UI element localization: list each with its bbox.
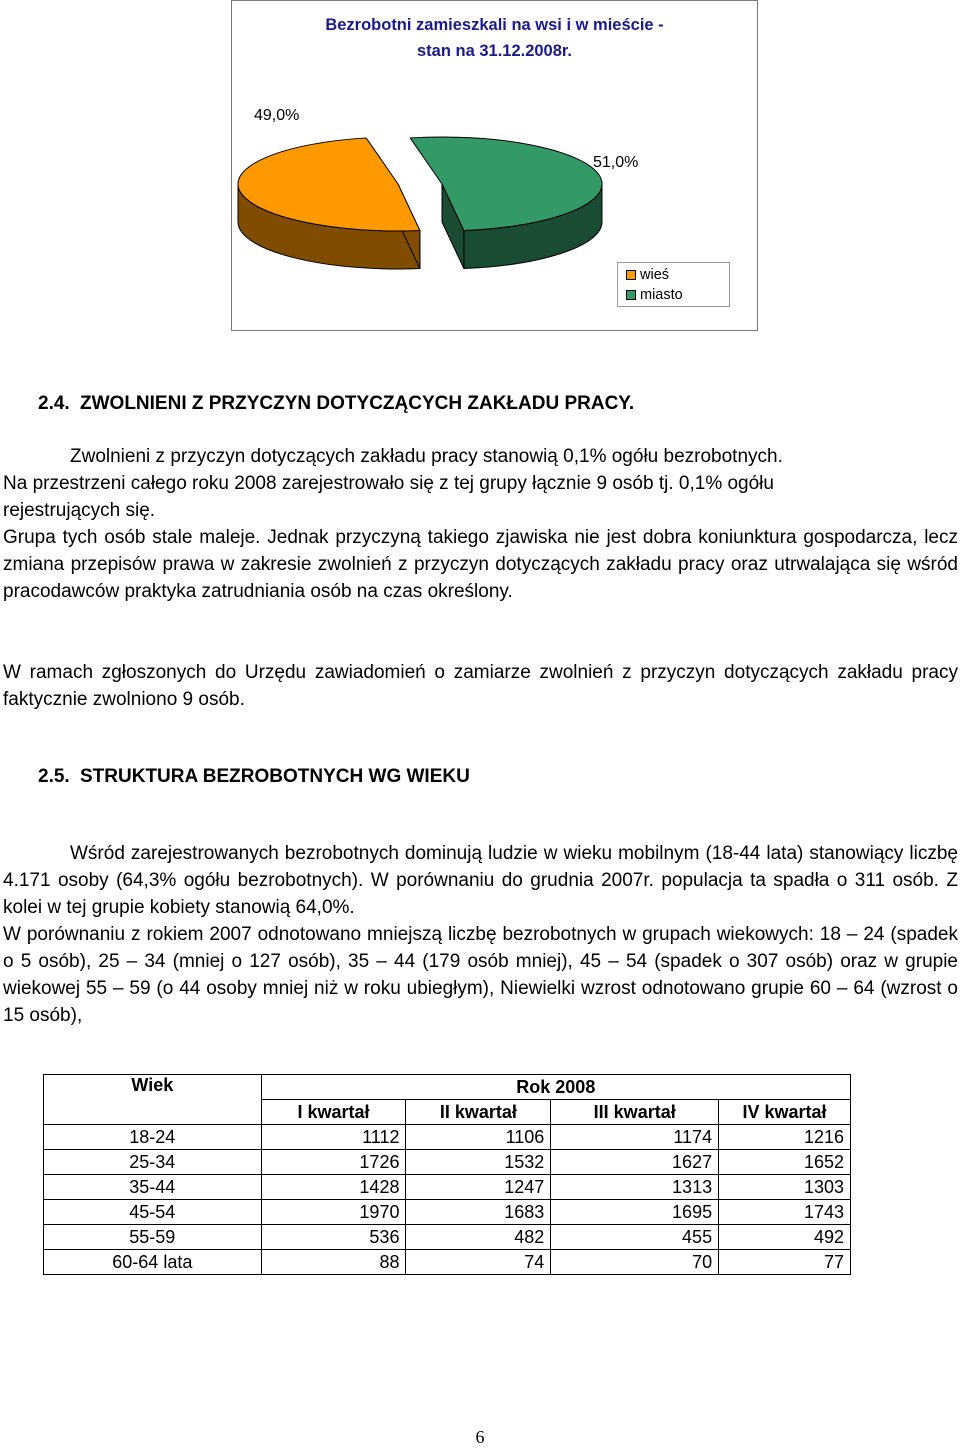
chart-title-line2: stan na 31.12.2008r. — [416, 42, 573, 60]
section-2-4-paragraph-2: W ramach zgłoszonych do Urzędu zawiadomień o zamiarze zwolnień z przyczyn dotyczących zakładu pracy faktycznie zwolniono 9 osób. — [3, 662, 958, 710]
section-2-5-text — [3, 840, 958, 1029]
section-number: 2.4. — [38, 393, 70, 414]
header-wiek: Wiek — [44, 1075, 262, 1125]
section-2-5-paragraph-1: Wśród zarejestrowanych bezrobotnych dominują ludzie w wieku mobilnym (18-44 lata) stanowiący liczbę 4.171 osoby (64,3% ogółu bezrobotnych). W porównaniu do grudnia 2007r. populacja ta spadła o 311 osób. Z kolei w tej grupie kobiety stanowią 64,0%. — [3, 843, 958, 918]
section-2-4-paragraph-1 — [3, 443, 958, 605]
header-quarter: III kwartał — [551, 1100, 719, 1125]
legend-swatch-miasto — [626, 290, 636, 300]
cell-value: 1106 — [406, 1125, 551, 1150]
cell-value: 77 — [719, 1250, 851, 1275]
cell-value: 492 — [719, 1225, 851, 1250]
cell-value: 1216 — [719, 1125, 851, 1150]
cell-value: 1695 — [551, 1200, 719, 1225]
section-2-5-paragraph-2: W porównaniu z rokiem 2007 odnotowano mniejszą liczbę bezrobotnych w grupach wiekowych: 18 – 24 (spadek o 5 osób), 25 – 34 (mniej o 127 osób), 35 – 44 (179 osób mniej), 45 – 54 (spadek o 307 osób) oraz w grupie wiekowej 55 – 59 (o 44 osoby mniej niż w roku ubiegłym), Niewielki wzrost odnotowano grupie 60 – 64 (wzrost o 15 osób), — [3, 924, 958, 1026]
cell-value: 74 — [406, 1250, 551, 1275]
pie-chart — [231, 0, 758, 331]
cell-value: 1532 — [406, 1150, 551, 1175]
cell-value: 1743 — [719, 1200, 851, 1225]
paragraph-line: rejestrujących się. — [3, 500, 156, 521]
cell-value: 1112 — [261, 1125, 406, 1150]
cell-age: 60-64 lata — [44, 1250, 262, 1275]
chart-legend — [617, 262, 730, 307]
cell-value: 1683 — [406, 1200, 551, 1225]
table-row — [44, 1175, 851, 1200]
age-structure-table — [43, 1074, 851, 1275]
legend-swatch-wies — [626, 270, 636, 280]
cell-value: 455 — [551, 1225, 719, 1250]
cell-age: 55-59 — [44, 1225, 262, 1250]
cell-value: 536 — [261, 1225, 406, 1250]
table-row — [44, 1200, 851, 1225]
paragraph-line: Na przestrzeni całego roku 2008 zarejestrowało się z tej grupy łącznie 9 osób tj. 0,1% ogółu — [3, 473, 774, 494]
pie-label-miasto: 51,0% — [593, 154, 639, 171]
cell-value: 1247 — [406, 1175, 551, 1200]
section-heading-2-5 — [38, 766, 470, 788]
legend-label-miasto: miasto — [640, 287, 683, 303]
header-quarter: I kwartał — [261, 1100, 406, 1125]
chart-title-line1: Bezrobotni zamieszkali na wsi i w mieście - — [325, 16, 664, 34]
section-title: STRUKTURA BEZROBOTNYCH WG WIEKU — [80, 766, 470, 787]
cell-value: 1627 — [551, 1150, 719, 1175]
header-year: Rok 2008 — [261, 1075, 850, 1100]
cell-value: 482 — [406, 1225, 551, 1250]
legend-item-miasto — [626, 286, 683, 304]
table-row — [44, 1150, 851, 1175]
paragraph-line: Grupa tych osób stale maleje. Jednak przyczyną takiego zjawiska nie jest dobra koniunktura gospodarcza, lecz zmiana przepisów prawa w zakresie zwolnień z przyczyn dotyczących zakładu pracy oraz utrwalająca się wśród pracodawców praktyka zatrudniania osób na czas określony. — [3, 527, 958, 602]
paragraph-line: Zwolnieni z przyczyn dotyczących zakładu pracy stanowią 0,1% ogółu bezrobotnych. — [70, 446, 783, 467]
section-title: ZWOLNIENI Z PRZYCZYN DOTYCZĄCYCH ZAKŁADU PRACY. — [80, 393, 635, 414]
table-row — [44, 1125, 851, 1150]
cell-value: 88 — [261, 1250, 406, 1275]
section-heading-2-4 — [38, 393, 634, 415]
page-number: 6 — [475, 1427, 485, 1447]
cell-value: 70 — [551, 1250, 719, 1275]
cell-age: 45-54 — [44, 1200, 262, 1225]
table-row — [44, 1250, 851, 1275]
cell-value: 1726 — [261, 1150, 406, 1175]
pie-label-wies: 49,0% — [254, 107, 300, 124]
cell-value: 1303 — [719, 1175, 851, 1200]
legend-item-wies — [626, 266, 669, 284]
cell-value: 1313 — [551, 1175, 719, 1200]
cell-value: 1428 — [261, 1175, 406, 1200]
cell-age: 25-34 — [44, 1150, 262, 1175]
cell-value: 1970 — [261, 1200, 406, 1225]
table-header-row — [44, 1075, 851, 1100]
cell-value: 1652 — [719, 1150, 851, 1175]
header-quarter: IV kwartał — [719, 1100, 851, 1125]
section-number: 2.5. — [38, 766, 70, 787]
cell-age: 35-44 — [44, 1175, 262, 1200]
table-row — [44, 1225, 851, 1250]
header-quarter: II kwartał — [406, 1100, 551, 1125]
legend-label-wies: wieś — [640, 267, 670, 283]
cell-age: 18-24 — [44, 1125, 262, 1150]
cell-value: 1174 — [551, 1125, 719, 1150]
